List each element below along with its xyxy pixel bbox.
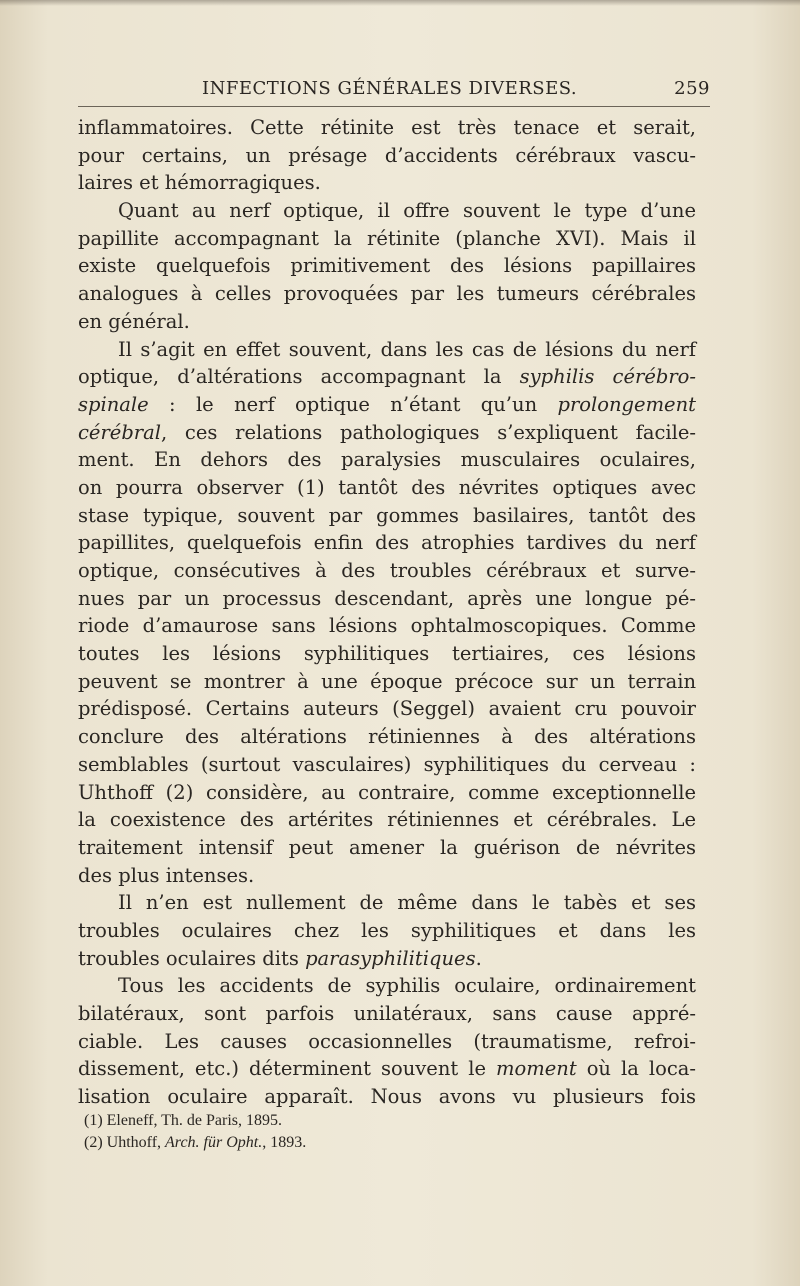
footnote-2 [84, 1132, 684, 1154]
text-line: existe quelquefois primitivement des lésions papillaires [78, 254, 696, 278]
text-run: optique, d’altérations accompagnant la [78, 365, 502, 389]
text-line: en général. [78, 309, 190, 333]
text-run: où la loca- [576, 1057, 696, 1081]
text-line [78, 945, 696, 973]
italic-term: spinale [78, 392, 149, 416]
text-line [78, 391, 696, 419]
text-line: papillite accompagnant la rétinite (planche XVI). Mais il [78, 226, 696, 250]
text-line [78, 1055, 696, 1083]
text-line: analogues à celles provoquées par les tumeurs cérébrales [78, 282, 696, 306]
italic-term: parasyphilitiques [305, 946, 476, 970]
footnote-text: , 1893. [262, 1134, 307, 1151]
text-line: papillites, quelquefois enfin des atrophies tardives du nerf [78, 531, 696, 555]
footnote-number: (1) [84, 1112, 103, 1129]
footnote-italic: Arch. für Opht. [165, 1134, 263, 1151]
text-line: pour certains, un présage d’accidents cérébraux vascu- [78, 143, 696, 167]
text-run: . [475, 946, 482, 970]
footnote-text: Eleneff, Th. de Paris, 1895. [106, 1112, 283, 1129]
footnote-text: Uhthoff, [106, 1134, 166, 1151]
page-number: 259 [674, 78, 710, 99]
text-line: la coexistence des artérites rétiniennes et cérébrales. Le [78, 808, 696, 832]
text-line: nues par un processus descendant, après une longue pé- [78, 586, 696, 610]
text-line [78, 363, 696, 391]
running-head-title: INFECTIONS GÉNÉRALES DIVERSES. [202, 78, 578, 99]
text-run: , ces relations pathologiques s’expliquent facile- [161, 420, 696, 444]
text-line: prédisposé. Certains auteurs (Seggel) avaient cru pouvoir [78, 697, 696, 721]
text-line: Il n’en est nullement de même dans le tabès et ses [118, 891, 696, 915]
text-line: toutes les lésions syphilitiques tertiaires, ces lésions [78, 642, 696, 666]
text-line: conclure des altérations rétiniennes à des altérations [78, 725, 696, 749]
body-text [78, 114, 696, 1111]
text-line: riode d’amaurose sans lésions ophtalmoscopiques. Comme [78, 614, 696, 638]
italic-term: moment [496, 1057, 577, 1081]
text-line: traitement intensif peut amener la guérison de névrites [78, 835, 696, 859]
italic-term: cérébral [78, 420, 161, 444]
running-head [78, 78, 710, 106]
text-line: bilatéraux, sont parfois unilatéraux, sans cause appré- [78, 1002, 696, 1025]
italic-term: prolongement [557, 392, 696, 416]
text-run: dissement, etc.) déterminent souvent le [78, 1057, 497, 1081]
text-line: Tous les accidents de syphilis oculaire, ordinairement [118, 974, 696, 998]
text-line: Quant au nerf optique, il offre souvent le type d’une [118, 199, 696, 223]
text-line: ciable. Les causes occasionnelles (traumatisme, refroi- [78, 1029, 696, 1053]
text-line [78, 419, 696, 447]
text-line: stase typique, souvent par gommes basilaires, tantôt des [78, 503, 696, 527]
footnotes [84, 1110, 684, 1154]
text-line: troubles oculaires chez les syphilitiques et dans les [78, 918, 696, 942]
footnote-number: (2) [84, 1134, 103, 1151]
italic-term: syphilis cérébro- [519, 365, 697, 389]
text-line: on pourra observer (1) tantôt des névrites optiques avec [78, 475, 696, 499]
text-line: lisation oculaire apparaît. Nous avons vu plusieurs fois [78, 1085, 696, 1109]
text-line: Uhthoff (2) considère, au contraire, comme exceptionnelle [78, 780, 696, 804]
text-line: des plus intenses. [78, 863, 255, 887]
text-line: optique, consécutives à des troubles cérébraux et surve- [78, 559, 696, 582]
text-line: laires et hémorragiques. [78, 171, 321, 195]
page-edge-shadow [0, 0, 800, 6]
text-line: peuvent se montrer à une époque précoce sur un terrain [78, 669, 696, 693]
text-run: troubles oculaires dits [78, 946, 306, 970]
footnote-1 [84, 1110, 684, 1132]
text-line: inflammatoires. Cette rétinite est très tenace et serait, [78, 116, 696, 139]
text-line: Il s’agit en effet souvent, dans les cas de lésions du nerf [118, 337, 696, 361]
text-run: : le nerf optique n’étant qu’un [148, 392, 558, 416]
text-line: semblables (surtout vasculaires) syphilitiques du cerveau : [78, 752, 696, 776]
header-rule [78, 106, 710, 107]
text-line: ment. En dehors des paralysies musculaires oculaires, [78, 448, 696, 472]
